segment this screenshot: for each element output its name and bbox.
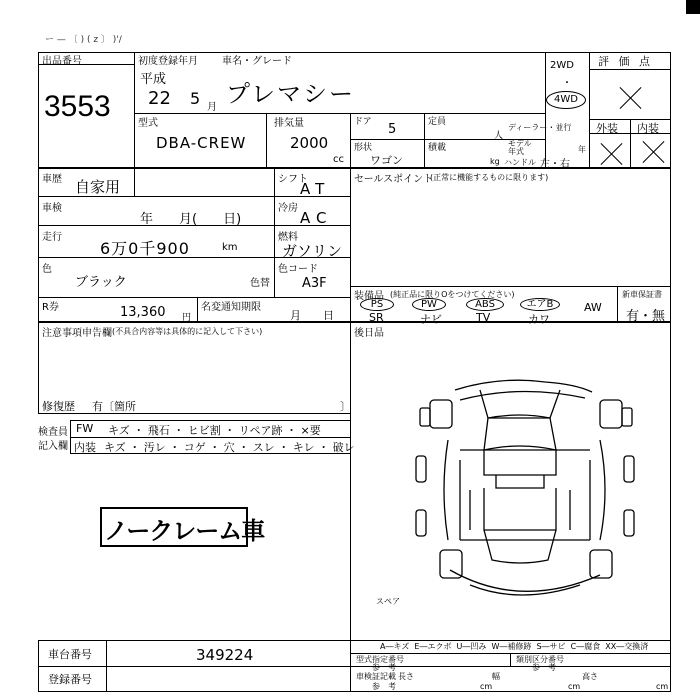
interior-label: 内装 — [637, 122, 659, 135]
door-label: ドア — [354, 117, 372, 127]
model-value: DBA-CREW — [156, 134, 247, 152]
inspector-label-2: 記入欄 — [38, 441, 68, 452]
attention-note: (不具合内容等は具体的に記入して下さい) — [112, 327, 263, 336]
load-label: 積載 — [428, 143, 447, 153]
fuel-value: ガソリン — [282, 242, 343, 260]
exterior-label: 外装 — [596, 122, 618, 135]
width-cm: cm — [568, 682, 581, 691]
equip-abs: ABS — [466, 298, 504, 311]
no-claim-text: ノークレーム車 — [104, 517, 265, 545]
displacement-value: 2000 — [290, 134, 329, 152]
first-reg-label: 初度登録年月 — [138, 56, 198, 67]
corner-block — [686, 0, 700, 14]
equip-leather: カワ — [528, 313, 550, 326]
chassis-label: 車台番号 — [48, 648, 92, 661]
deadline-label: 名変通知期限 — [201, 302, 261, 313]
inspector-label-1: 検査員 — [38, 427, 68, 438]
kg-unit: kg — [490, 157, 500, 166]
repair-close: 〕 — [340, 400, 351, 413]
repaint-label: 色替 — [250, 278, 270, 289]
attention-label: 注意事項申告欄 — [42, 328, 112, 339]
sales-note: (正常に機能するものに限ります) — [430, 173, 549, 182]
repair-label: 修復歴 — [42, 400, 75, 413]
model-label: 型式 — [138, 118, 158, 129]
registration-label: 登録番号 — [48, 673, 92, 686]
inspector-fw: FW — [76, 422, 94, 435]
equip-sr: SR — [369, 311, 384, 324]
lot-label: 出品番号 — [42, 56, 82, 67]
reg-month: 5 — [190, 89, 201, 108]
history-value: 自家用 — [75, 178, 121, 196]
reg-year: 22 — [148, 88, 171, 109]
capacity-label: 定員 — [428, 117, 447, 127]
warranty-value: 有・無 — [626, 309, 666, 324]
handle-value: 左・右 — [540, 159, 570, 170]
car-damage-diagram — [400, 370, 650, 610]
type-class-label: 類別区分番号 — [516, 655, 564, 664]
drive-4wd-circled: 4WD — [546, 91, 586, 109]
warranty-label: 新車保証書 — [622, 290, 662, 299]
drive-2wd: 2WD — [550, 60, 574, 71]
deadline-value: 月 日 — [290, 309, 334, 322]
chassis-value: 349224 — [196, 646, 254, 664]
width-label: 幅 — [492, 672, 500, 681]
color-code-value: A3F — [302, 276, 327, 291]
equip-tv: TV — [476, 311, 491, 324]
doors-value: 5 — [388, 122, 397, 137]
equip-aw: AW — [584, 301, 602, 314]
mileage-label: 走行 — [42, 232, 62, 243]
type-designation-ref: 参 考 — [372, 663, 396, 672]
eval-mark — [617, 86, 645, 110]
sales-label: セールスポイント — [354, 174, 434, 185]
equip-navi: ナビ — [420, 313, 442, 326]
ac-value: AC — [300, 209, 333, 227]
vehicle-dims-ref: 参 考 — [372, 682, 396, 691]
equipment-label: 装備品 — [354, 291, 384, 302]
model-year-label: モデル年式 — [508, 139, 532, 156]
carname-label: 車名・グレード — [222, 56, 292, 67]
equip-airbag: エアB — [520, 298, 560, 311]
ac-label: 冷房 — [278, 203, 298, 214]
eval-label: 評 価 点 — [598, 55, 653, 68]
height-label: 高さ — [582, 672, 598, 681]
month-unit: 月 — [207, 102, 217, 113]
inspection-value: 年 月( 日) — [140, 212, 242, 227]
interior-mark — [640, 140, 668, 164]
era: 平成 — [140, 72, 167, 87]
drive-dot: ・ — [562, 78, 572, 89]
equipment-note: (純正品に限りOをつけてください) — [390, 290, 515, 299]
type-class-ref: 参 考 — [532, 663, 556, 672]
length-cm: cm — [480, 682, 493, 691]
handle-label: ハンドル — [504, 158, 536, 167]
type-designation-label: 型式指定番号 — [356, 655, 404, 664]
inspection-label: 車検 — [42, 203, 62, 214]
height-cm: cm — [656, 682, 669, 691]
damage-legend: A―キズ E―エクボ U―凹み W―補修跡 S―サビ C―腐食 XX―交換済 — [380, 642, 649, 651]
inspector-row1: キズ ・ 飛石 ・ ヒビ割 ・ リペア跡 ・ ×要 — [108, 424, 321, 437]
fuel-label: 燃料 — [278, 232, 298, 243]
recycle-label: R券 — [42, 302, 59, 313]
inspector-interior: 内装 — [74, 441, 96, 454]
person-unit: 人 — [494, 131, 504, 141]
spare-label: スペア — [376, 597, 400, 606]
exterior-mark — [598, 142, 626, 166]
color-value: ブラック — [75, 275, 127, 290]
history-label: 車歴 — [42, 174, 62, 185]
vehicle-dims-label: 車検証記載 — [356, 672, 396, 681]
equip-ps: PS — [360, 298, 394, 311]
dealer-label: ディーラー・並行 — [508, 123, 572, 132]
displacement-label: 排気量 — [274, 118, 304, 129]
year-unit: 年 — [578, 145, 586, 154]
cc-unit: cc — [333, 154, 344, 165]
shape-label: 形状 — [354, 143, 373, 153]
aftermarket-label: 後日品 — [354, 328, 384, 339]
length-label: 長さ — [398, 672, 414, 681]
shape-value: ワゴン — [370, 154, 403, 167]
inspector-row2: キズ ・ 汚レ ・ コゲ ・ 穴 ・ スレ ・ キレ ・ 破レ — [104, 441, 355, 454]
yen-unit: 円 — [182, 313, 192, 323]
shift-label: シフト — [278, 174, 308, 185]
km-unit: km — [222, 242, 238, 253]
color-label: 色 — [42, 264, 52, 275]
car-name: プレマシー — [226, 80, 356, 108]
top-scribble: ー — 〔 ) ( z 〕 )'/ — [45, 35, 122, 45]
lot-number: 3553 — [44, 90, 111, 123]
mileage-value: 6万0千900 — [100, 239, 190, 258]
shift-value: AT — [300, 180, 331, 198]
color-code-label: 色コード — [278, 264, 318, 275]
repair-value: 有〔箇所 — [92, 400, 136, 413]
recycle-fee: 13,360 — [120, 305, 166, 320]
equip-pw: PW — [412, 298, 446, 311]
